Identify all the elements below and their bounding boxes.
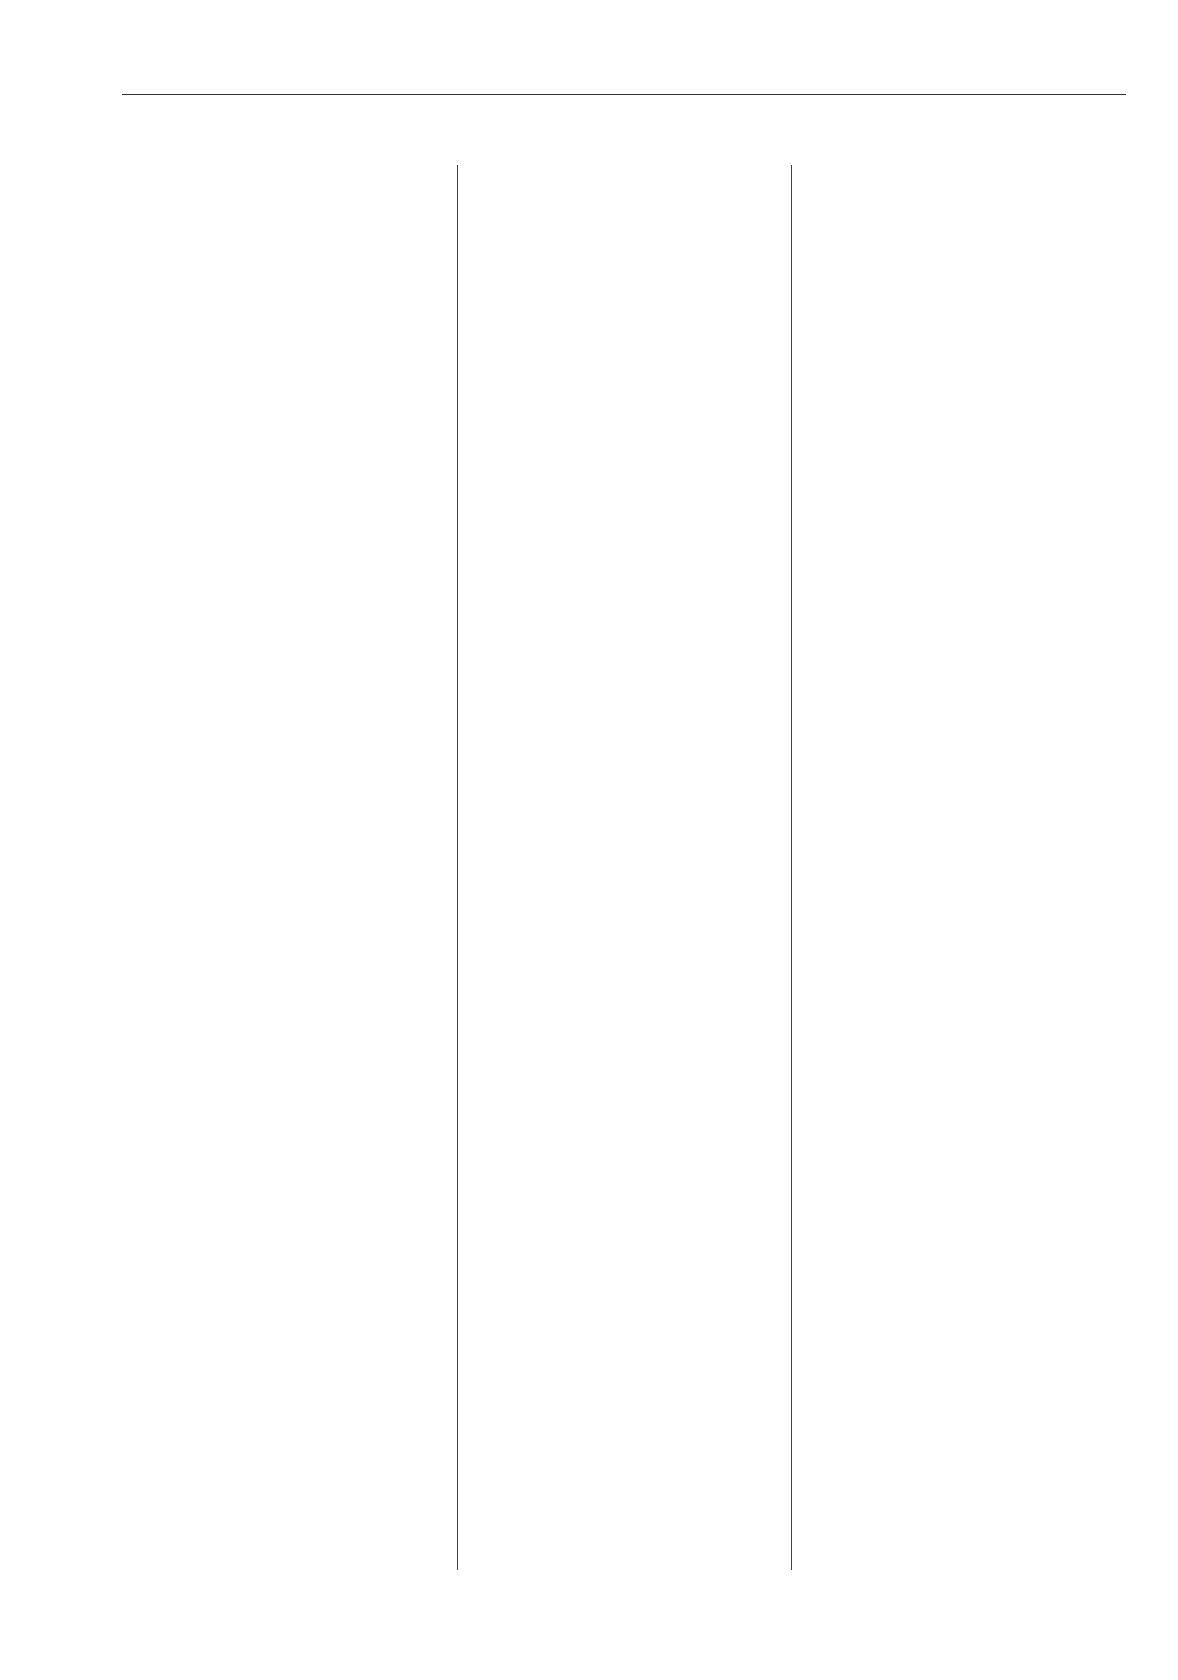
text-columns [122, 165, 1126, 1570]
text-column-3 [791, 165, 1126, 1570]
paragraph [810, 165, 1108, 173]
paragraph [476, 237, 774, 245]
running-header [122, 64, 1126, 95]
text-column-1 [122, 165, 457, 1570]
section-heading [476, 193, 774, 223]
running-footer [122, 1614, 1126, 1644]
text-column-2 [457, 165, 792, 1570]
section-heading [810, 193, 1108, 223]
section-heading [140, 193, 439, 223]
paragraph [810, 237, 1108, 245]
paragraph [140, 165, 439, 173]
paragraph [140, 237, 439, 245]
paragraph [476, 165, 774, 173]
